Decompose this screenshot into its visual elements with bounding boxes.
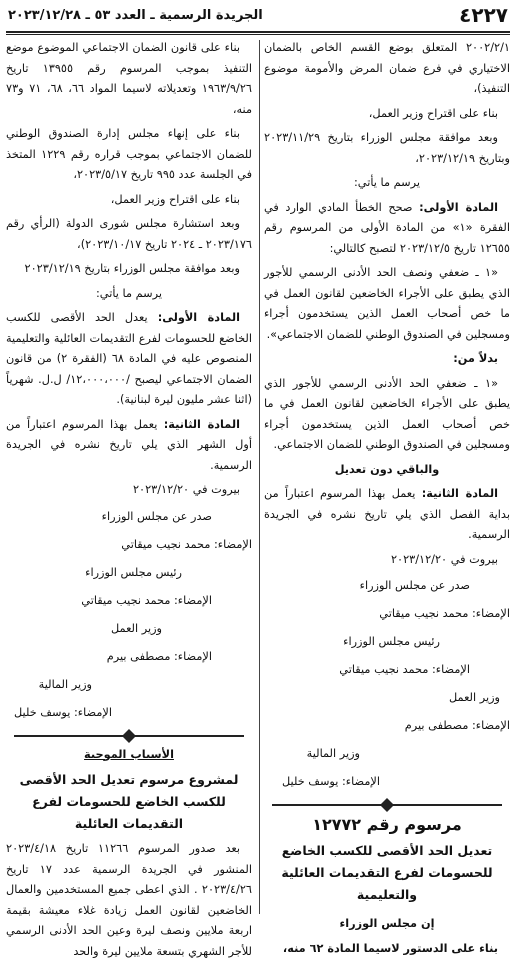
council-intro: إن مجلس الوزراء (339, 917, 435, 930)
signature-line (6, 701, 252, 725)
paragraph: بناء على اقتراح وزير العمل، (110, 192, 240, 206)
instead-label: بدلاً من: (453, 352, 498, 365)
pm-title: رئيس مجلس الوزراء (343, 635, 440, 648)
article-2 (264, 484, 510, 546)
header-rule (6, 31, 510, 33)
article-text: صحح الخطأ المادي الوارد في الفقرة «١» من المادة الأولى من المرسوم رقم ١٢٦٥٥ تاريخ ٢٠٢٣/١٢/٥ لتصبح كالتالي: (264, 200, 510, 255)
right-column (264, 38, 510, 955)
beirut-date: بيروت في ٢٠٢٣/١٢/٢٠ (390, 552, 498, 566)
minister-title: وزير العمل (111, 621, 162, 635)
constitution-basis: بناء على الدستور لاسيما المادة ٦٢ منه، (282, 941, 498, 955)
article-label: المادة الأولى: (419, 200, 498, 214)
signature-label: الإمضاء: (174, 593, 212, 607)
article-label: المادة الأولى: (157, 311, 241, 324)
section-separator (272, 798, 502, 812)
decree-heading: يرسم ما يأتي: (354, 176, 420, 189)
paragraph: بناء على اقتراح وزير العمل، (368, 106, 498, 120)
header-rule-thin (6, 34, 510, 35)
diamond-ornament-icon (122, 729, 136, 743)
minister-title: وزير المالية (38, 677, 92, 691)
pm-title: رئيس مجلس الوزراء (85, 565, 182, 579)
decree-subtitle: تعديل الحد الأقصى للكسب الخاضع للحسومات لفرع التقديمات العائلية والتعليمية (281, 843, 493, 902)
minister-title: وزير المالية (306, 747, 360, 760)
rest-unchanged: والباقي دون تعديل (334, 462, 440, 476)
article-2 (6, 415, 252, 477)
article-text: يعمل بهذا المرسوم اعتباراً من بداية الفصل الذي يلي تاريخ نشره في الجريدة الرسمية. (264, 487, 510, 541)
issued-by: صدر عن مجلس الوزراء (359, 579, 470, 592)
signature-line (6, 533, 252, 557)
signature-name: محمد نجيب ميقاتي (339, 663, 429, 676)
section-separator (14, 729, 244, 743)
quote-text: «١ ـ ضعفي ونصف الحد الأدنى الرسمي للأجور الذي يطبق على الأجراء الخاضعين لقانون العمل في ما خص أصحاب العمل الذين يستخدمون أجراء ومسجلين في الصندوق الوطني للضمان الاجتماعي». (264, 266, 510, 341)
paragraph: بناء على قانون الضمان الاجتماعي الموضوع موضع التنفيذ بموجب المرسوم رقم ١٣٩٥٥ تاريخ ١٩٦٣/٩/٢٦ وتعديلاته لاسيما المواد ٦٦، ٦٨، ٧١ و٧٣ منه، (6, 41, 252, 116)
signature-name: محمد نجيب ميقاتي (379, 607, 469, 620)
issued-by: صدر عن مجلس الوزراء (101, 509, 212, 523)
decree-title: مرسوم رقم ١٢٧٧٢ (312, 815, 462, 834)
paragraph: وبعد استشارة مجلس شورى الدولة (الرأي رقم ٢٠٢٣/١٧٦ ـ ٢٠٢٤ تاريخ ٢٠٢٣/١٠/١٧)، (6, 217, 252, 251)
signature-name: يوسف خليل (281, 775, 339, 788)
minister-title: وزير العمل (449, 691, 500, 704)
paragraph: بناء على إنهاء مجلس إدارة الصندوق الوطني للضمان الاجتماعي بموجب قراره رقم ١٢٢٩ المتخذ في الجلسة عدد ٩٩٥ تاريخ ٢٠٢٣/٥/١٧، (6, 127, 252, 181)
signature-line (264, 602, 510, 626)
diamond-ornament-icon (380, 798, 394, 812)
beirut-date: بيروت في ٢٠٢٣/١٢/٢٠ (132, 483, 240, 496)
paragraph: وبعد موافقة مجلس الوزراء بتاريخ ٢٠٢٣/١١/٢٩ وبتاريخ ٢٠٢٣/١٢/١٩، (264, 131, 510, 165)
signature-name: مصطفى بيرم (106, 649, 171, 663)
column-divider (259, 40, 260, 914)
signature-label: الإمضاء: (74, 705, 112, 719)
signature-label: الإمضاء: (472, 607, 510, 620)
signature-line (264, 658, 510, 682)
signature-label: الإمضاء: (214, 537, 252, 551)
signature-line (6, 589, 252, 613)
article-1 (264, 198, 510, 260)
signature-name: محمد نجيب ميقاتي (121, 537, 211, 551)
decree-heading: يرسم ما يأتي: (96, 286, 162, 300)
article-1 (6, 308, 252, 411)
signature-line (264, 714, 510, 738)
signature-name: يوسف خليل (13, 705, 71, 719)
article-text: يعمل بهذا المرسوم اعتباراً من أول الشهر الذي يلي تاريخ نشره في الجريدة الرسمية. (6, 417, 252, 472)
paragraph: وبعد موافقة مجلس الوزراء بتاريخ ٢٠٢٣/١٢/١٩ (24, 262, 240, 275)
article-label: المادة الثانية: (421, 487, 498, 500)
signature-label: الإمضاء: (432, 663, 470, 676)
signature-label: الإمضاء: (472, 719, 510, 732)
signature-name: محمد نجيب ميقاتي (81, 593, 171, 607)
signature-line (264, 770, 510, 794)
signature-label: الإمضاء: (174, 649, 212, 663)
reasons-text: بعد صدور المرسوم ١١٢٦٦ تاريخ ٢٠٢٣/٤/١٨ المنشور في الجريدة الرسمية عدد ١٧ تاريخ ٢٠٢٣/٤/٢٦ . الذي اعطى جميع المستخدمين والعمال الخاضعين لقانون العمل زيادة غلاء معيشة بقيمة اربعة ملايين ونصف ليرة وعين الحد الأدنى الرسمي للأجر الشهري بتسعة ملايين ليرة والحد (6, 842, 252, 958)
article-label: المادة الثانية: (163, 417, 240, 431)
page-number: ٤٢٢٧ (459, 3, 508, 27)
paragraph: ٢٠٠٢/٢/١ المتعلق بوضع القسم الخاص بالضمان الاختياري في فرع ضمان المرض والأمومة موضوع التنفيذ)، (264, 41, 510, 95)
signature-line (6, 645, 252, 669)
left-column (6, 38, 252, 958)
page-header (0, 0, 516, 30)
signature-name: مصطفى بيرم (404, 719, 469, 732)
reasons-subtitle: لمشروع مرسوم تعديل الحد الأقصى للكسب الخاضع للحسومات لفرع التقديمات العائلية (19, 772, 239, 831)
reasons-title: الأسباب الموجبة (84, 747, 174, 761)
article-text: يعدل الحد الأقصى للكسب الخاضع للحسومات لفرع التقديمات العائلية والتعليمية المنصوص عليه في المادة ٦٨ (الفقرة ٢) من قانون الضمان الاجتماعي ليصبح /١٢،٠٠٠،٠٠٠/ ل.ل. شهرياً (اثنا عشر مليون ليرة لبنانية). (6, 311, 252, 406)
quote-text: «١ ـ ضعفي الحد الأدنى الرسمي للأجور الذي يطبق على الأجراء الخاضعين لقانون العمل في ما خص أصحاب العمل الذين يستخدمون أجراء ومسجلين في الصندوق الوطني للضمان الاجتماعي. (264, 376, 510, 451)
gazette-title: الجريدة الرسمية ـ العدد ٥٣ ـ ٢٠٢٣/١٢/٢٨ (8, 7, 263, 23)
signature-label: الإمضاء: (342, 775, 380, 788)
